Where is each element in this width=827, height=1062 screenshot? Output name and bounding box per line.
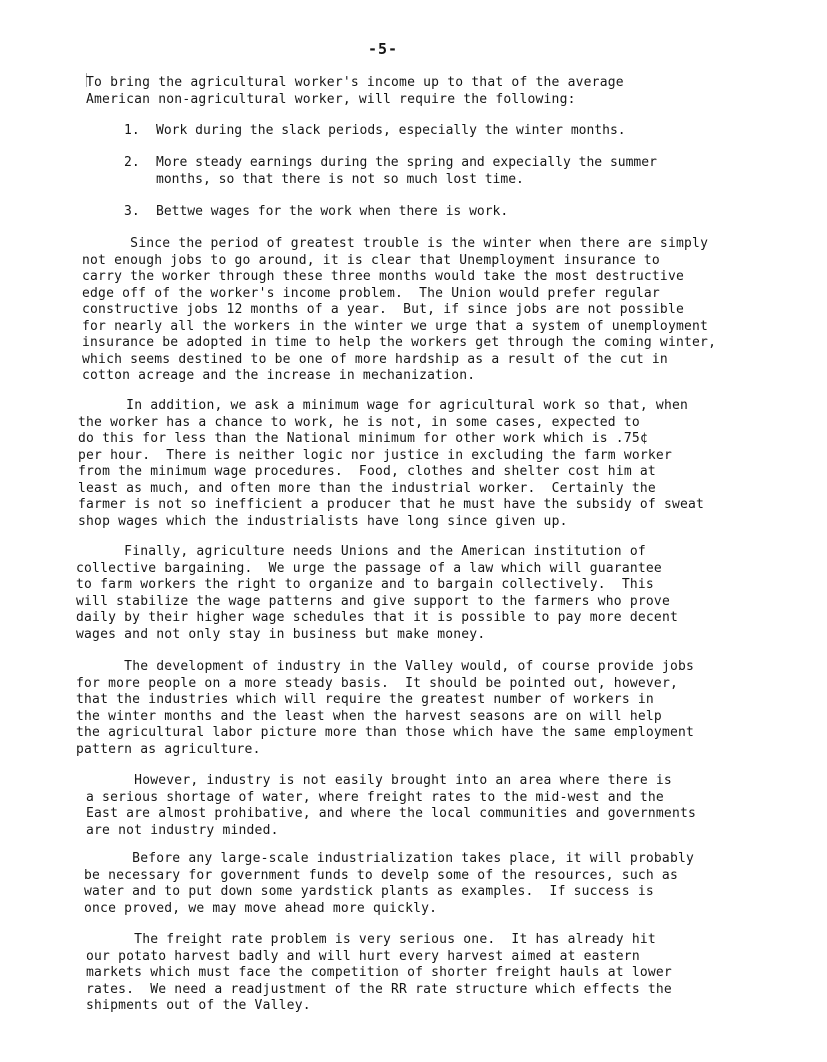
- paragraph-government-funds: Before any large-scale industrialization takes place, it will probably be necessary for government funds to develp some of the resources, such as water and to put down some yardstick plants as examples. If success is once proved, we may move ahead more quickly.: [84, 851, 695, 916]
- paragraph-industry-obstacles: However, industry is not easily brought into an area where there is a serious shortage of water, where freight rates to the mid-west and the East are almost prohibative, and where the local communities and governments are not industry minded.: [86, 773, 697, 838]
- paragraph-collective-bargaining: Finally, agriculture needs Unions and the American institution of collective bargaining. We urge the passage of a law which will guarantee to farm workers the right to organize and to bargain collectively. This will stabilize the wage patterns and give support to the farmers who prove daily by their higher wage schedules that it is possible to pay more decent wages and not only stay in business but make money.: [76, 544, 678, 642]
- list-item-text: More steady earnings during the spring and expecially the summer months, so that there is not so much lost time.: [156, 155, 657, 187]
- paragraph-unemployment-insurance: Since the period of greatest trouble is the winter when there are simply not enough jobs to go around, it is clear that Unemployment insurance to carry the worker through these three months would take the most destructive edge off of the worker's income problem. The Union would prefer regular constructive jobs 12 months of a year. But, if since jobs are not possible for nearly all the workers in the winter we urge that a system of unemployment insurance be adopted in time to help the workers get through the coming winter, which seems destined to be one of more hardship as a result of the cut in cotton acreage and the increase in mechanization.: [82, 236, 717, 383]
- list-item-number: 3.: [124, 204, 140, 219]
- list-item-text: Bettwe wages for the work when there is work.: [156, 204, 509, 219]
- intro-paragraph: To bring the agricultural worker's income up to that of the average American non-agricultural worker, will require the following:: [86, 75, 624, 107]
- list-item-text: Work during the slack periods, especially the winter months.: [156, 123, 626, 138]
- list-item-number: 1.: [124, 123, 140, 138]
- page-number: -5-: [368, 40, 399, 58]
- paragraph-freight-rates: The freight rate problem is very serious one. It has already hit our potato harvest badly and will hurt every harvest aimed at eastern markets which must face the competition of shorter freight hauls at lower rates. We need a readjustment of the RR rate structure which effects the shipments out of the Valley.: [86, 932, 672, 1013]
- paragraph-industry-development: The development of industry in the Valley would, of course provide jobs for more people on a more steady basis. It should be pointed out, however, that the industries which will require the greatest number of workers in the winter months and the least when the harvest seasons are on will help the agricultural labor picture more than those which have the same employment pattern as agriculture.: [76, 659, 695, 757]
- paragraph-minimum-wage: In addition, we ask a minimum wage for agricultural work so that, when the worker has a chance to work, he is not, in some cases, expected to do this for less than the National minimum for other work which is .75¢ per hour. There is neither logic nor justice in excluding the farm worker from the minimum wage procedures. Food, clothes and shelter cost him at least as much, and often more than the industrial worker. Certainly the farmer is not so inefficient a producer that he must have the subsidy of sweat shop wages which the industrialists have long since given up.: [78, 398, 705, 529]
- list-item-number: 2.: [124, 155, 140, 170]
